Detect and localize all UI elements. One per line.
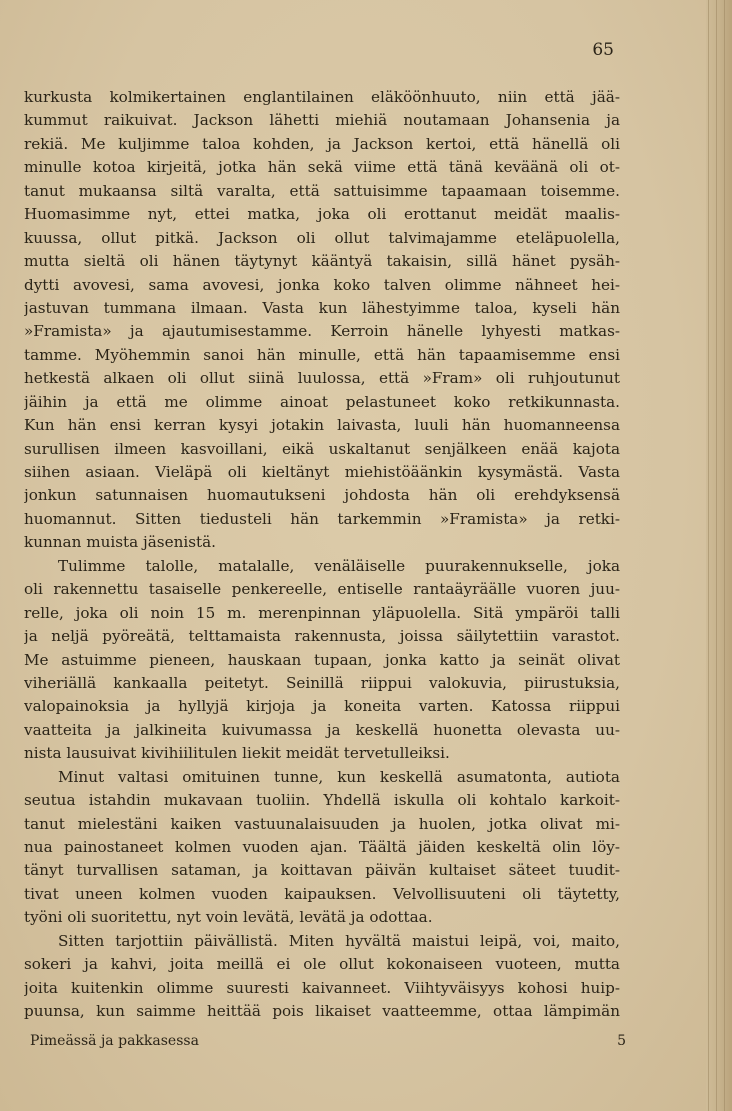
text-line: Kun hän ensi kerran kysyi jotakin laivasta, luuli hän huomanneensa (24, 416, 620, 435)
text-line: huomannut. Sitten tiedusteli hän tarkemmin »Framista» ja retki- (24, 509, 620, 528)
text-line: seutua istahdin mukavaan tuoliin. Yhdellä iskulla oli kohtalo karkoit- (24, 791, 620, 810)
page-edge-line (724, 0, 725, 1111)
page-edge (706, 0, 732, 1111)
footer-signature-mark: 5 (617, 1033, 626, 1049)
text-line: puunsa, kun saimme heittää pois likaiset vaatteemme, ottaa lämpimän (24, 1002, 620, 1021)
text-line: jonkun satunnaisen huomautukseni johdosta hän oli erehdyksensä (24, 486, 620, 505)
text-line: Me astuimme pieneen, hauskaan tupaan, jonka katto ja seinät olivat (24, 650, 620, 669)
text-line: »Framista» ja ajautumisestamme. Kerroin hänelle lyhyesti matkas- (24, 322, 620, 341)
text-line: oli rakennettu tasaiselle penkereelle, entiselle rantaäyräälle vuoren juu- (24, 580, 620, 599)
footer-book-title: Pimeässä ja pakkasessa (30, 1033, 199, 1049)
text-line: relle, joka oli noin 15 m. merenpinnan yläpuolella. Sitä ympäröi talli (24, 603, 620, 622)
text-line: viheriällä kankaalla peitetyt. Seinillä riippui valokuvia, piirustuksia, (24, 673, 620, 692)
text-line: jäihin ja että me olimme ainoat pelastuneet koko retkikunnasta. (24, 392, 620, 411)
page-edge-line (708, 0, 709, 1111)
text-line: tivat uneen kolmen vuoden kaipauksen. Velvollisuuteni oli täytetty, (24, 884, 620, 903)
text-line: ja neljä pyöreätä, telttamaista rakennusta, joissa säilytettiin varastot. (24, 627, 620, 646)
page-number: 65 (592, 40, 614, 60)
text-line: kuussa, ollut pitkä. Jackson oli ollut talvimajamme eteläpuolella, (24, 228, 620, 247)
text-line: joita kuitenkin olimme suuresti kaivanneet. Viihtyväisyys kohosi huip- (24, 978, 620, 997)
text-line: kunnan muista jäsenistä. (24, 533, 216, 552)
text-line: Sitten tarjottiin päivällistä. Miten hyvältä maistui leipä, voi, maito, (58, 931, 620, 950)
body-text (24, 86, 620, 1024)
page-footer (30, 1033, 626, 1055)
text-line: valopainoksia ja hyllyjä kirjoja ja koneita varten. Katossa riippui (24, 697, 620, 716)
text-line: Minut valtasi omituinen tunne, kun keskellä asumatonta, autiota (58, 767, 620, 786)
text-line: jastuvan tummana ilmaan. Vasta kun lähestyimme taloa, kyseli hän (24, 298, 620, 317)
text-line: surullisen ilmeen kasvoillani, eikä uskaltanut senjälkeen enää kajota (24, 439, 620, 458)
text-line: rekiä. Me kuljimme taloa kohden, ja Jackson kertoi, että hänellä oli (24, 134, 620, 153)
text-line: tamme. Myöhemmin sanoi hän minulle, että hän tapaamisemme ensi (24, 345, 620, 364)
page-edge-line (716, 0, 717, 1111)
text-line: Huomasimme nyt, ettei matka, joka oli erottanut meidät maalis- (24, 205, 620, 224)
text-line: sokeri ja kahvi, joita meillä ei ole ollut kokonaiseen vuoteen, mutta (24, 955, 620, 974)
text-line: tänyt turvallisen sataman, ja koittavan päivän kultaiset säteet tuudit- (24, 861, 620, 880)
text-line: nista lausuivat kivihiilitulen liekit meidät tervetulleiksi. (24, 744, 450, 763)
text-line: tanut mielestäni kaiken vastuunalaisuuden ja huolen, jotka olivat mi- (24, 814, 620, 833)
text-line: Tulimme talolle, matalalle, venäläiselle puurakennukselle, joka (58, 556, 620, 575)
text-line: tanut mukaansa siltä varalta, että sattuisimme tapaamaan toisemme. (24, 181, 620, 200)
text-line: työni oli suoritettu, nyt voin levätä, levätä ja odottaa. (24, 908, 433, 927)
text-line: nua painostaneet kolmen vuoden ajan. Täältä jäiden keskeltä olin löy- (24, 838, 620, 856)
text-line: vaatteita ja jalkineita kuivumassa ja keskellä huonetta olevasta uu- (24, 720, 620, 739)
text-line: hetkestä alkaen oli ollut siinä luulossa, että »Fram» oli ruhjoutunut (24, 369, 620, 388)
text-line: kummut raikuivat. Jackson lähetti miehiä noutamaan Johansenia ja (24, 111, 620, 130)
text-line: mutta sieltä oli hänen täytynyt kääntyä takaisin, sillä hänet pysäh- (24, 252, 620, 271)
text-line: siihen asiaan. Vieläpä oli kieltänyt miehistöäänkin kysymästä. Vasta (24, 463, 620, 481)
text-line: minulle kotoa kirjeitä, jotka hän sekä viime että tänä keväänä oli ot- (24, 158, 620, 177)
text-line: dytti avovesi, sama avovesi, jonka koko talven olimme nähneet hei- (24, 275, 620, 294)
text-line: kurkusta kolmikertainen englantilainen eläköönhuuto, niin että jää- (24, 88, 620, 106)
